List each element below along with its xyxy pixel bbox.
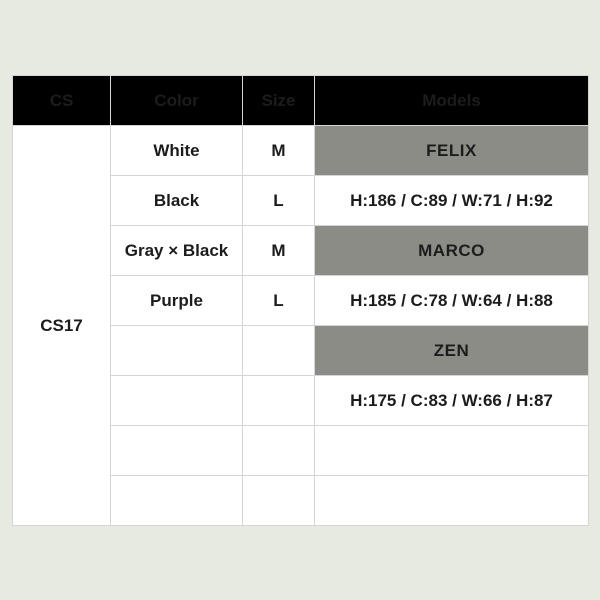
color-cell: Black <box>111 176 243 226</box>
color-cell <box>111 326 243 376</box>
color-cell: White <box>111 126 243 176</box>
column-header-models: Models <box>315 76 589 126</box>
model-name-cell: ZEN <box>315 326 589 376</box>
color-cell <box>111 426 243 476</box>
column-header-cs: CS <box>13 76 111 126</box>
table-row <box>13 126 589 176</box>
table-header-row <box>13 76 589 126</box>
size-cell: L <box>243 176 315 226</box>
color-cell <box>111 476 243 526</box>
spec-table <box>12 75 589 526</box>
cs-code-cell: CS17 <box>13 126 111 526</box>
size-cell: M <box>243 126 315 176</box>
color-cell: Purple <box>111 276 243 326</box>
size-cell <box>243 376 315 426</box>
color-cell: Gray × Black <box>111 226 243 276</box>
size-cell <box>243 476 315 526</box>
model-measurements-cell: H:175 / C:83 / W:66 / H:87 <box>315 376 589 426</box>
model-name-cell: MARCO <box>315 226 589 276</box>
column-header-color: Color <box>111 76 243 126</box>
model-measurements-cell: H:186 / C:89 / W:71 / H:92 <box>315 176 589 226</box>
model-name-cell: FELIX <box>315 126 589 176</box>
table-body <box>13 126 589 526</box>
size-cell: L <box>243 276 315 326</box>
column-header-size: Size <box>243 76 315 126</box>
size-cell <box>243 426 315 476</box>
model-measurements-cell: H:185 / C:78 / W:64 / H:88 <box>315 276 589 326</box>
table-header <box>13 76 589 126</box>
color-cell <box>111 376 243 426</box>
model-empty-cell <box>315 476 589 526</box>
size-cell <box>243 326 315 376</box>
size-cell: M <box>243 226 315 276</box>
spec-table-container <box>12 75 588 526</box>
model-empty-cell <box>315 426 589 476</box>
